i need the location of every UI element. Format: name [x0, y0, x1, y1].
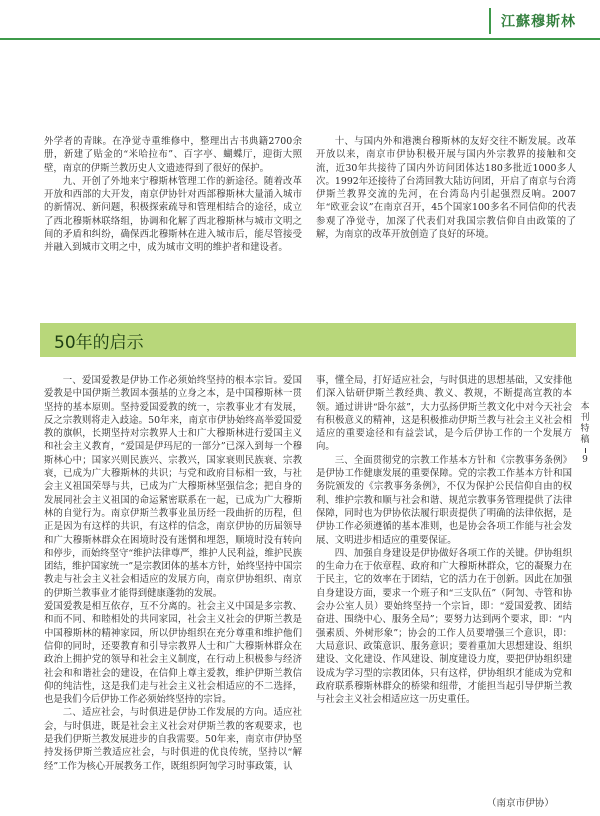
paragraph: 二、适应社会，与时俱进是伊协工作发展的方向。适应社会，与时俱进，既是社会主义社会对伊斯兰教的客观要求，也是我们伊斯兰教发展进步的自我需要。50年来，南京市伊协坚持发扬伊斯兰教适应社会，与时俱进的优良传统，坚持以“解经”工作为核心开展教务工作，既组织阿訇学习时事政策，认	[44, 707, 302, 772]
paragraph: 外学者的青睐。在净觉寺重维修中，整理出古书典籍2700余册，新建了贴金的“米哈拉布”、百字亭、蝴蝶厅，迎街大照壁，南京的伊斯兰教历史人文遗迹得到了很好的保护。	[44, 136, 302, 174]
paragraph: 三、全面贯彻党的宗教工作基本方针和《宗教事务条例》是伊协工作健康发展的重要保障。党的宗教工作基本方针和国务院颁发的《宗教事务条例》，不仅为保护公民信仰自由的权利、维护宗教和顺与社会和谐、规范宗教事务管理提供了法律保障，同时也为伊协依法履行职责提供了明确的法律依据，是伊协工作必须遵循的基本准则，也是协会各项工作能与社会发展、文明进步相适应的重要保证。	[316, 454, 572, 546]
bottom-right-column	[316, 374, 572, 810]
bottom-left-column	[44, 374, 302, 810]
header-rule	[0, 38, 600, 40]
side-label-char: 本	[580, 402, 590, 412]
paragraph: 一、爱国爱教是伊协工作必须始终坚持的根本宗旨。爱国爱教是中国伊斯兰教固本强基的立身之本，是中国穆斯林一贯坚持的基本原则。坚持爱国爱教的统一，宗教事业才有发展，反之宗教则将走入歧途。50年来，南京市伊协始终高举爱国爱教的旗帜，长期坚持对宗教界人士和广大穆斯林进行爱国主义和社会主义教育，“爱国是伊玛尼的一部分”已深入到每一个穆斯林心中；国家兴则民族兴、宗教兴，国家衰则民族衰、宗教衰，已成为广大穆斯林的共识；与党和政府目标相一致，与社会主义祖国荣辱与共，已成为广大穆斯林坚强信念；把自身的发展同社会主义祖国的命运紧密联系在一起，已成为广大穆斯林的自觉行为。南京伊斯兰教事业虽历经一段曲折的历程，但正是因为有这样的共识，有这样的信念，南京伊协的历届领导和广大穆斯林群众在困境时没有迷惘和埋怨，顺境时没有转向和停步，而始终坚守“维护法律尊严，维护人民利益，维护民族团结，维护国家统一”是宗教团体的基本方针，始终坚持中国宗教走与社会主义社会相适应的发展方向，南京伊协组织、南京的伊斯兰教事业才能得到健康蓬勃的发展。	[44, 375, 302, 599]
top-right-column	[316, 135, 576, 241]
side-label-char: 刊	[580, 413, 590, 423]
paragraph: 事，懂全局，打好适应社会，与时俱进的思想基础，又安排他们深入钻研伊斯兰教经典、教义、教规，不断提高宣教的本领。通过讲讲“卧尔兹”，大力弘扬伊斯兰教文化中对今天社会有积极意义的精神，这是积极推动伊斯兰教与社会主义社会相适应的重要途径和有益尝试，是今后伊协工作的一个发展方向。	[316, 375, 572, 453]
side-label-char: 特	[580, 424, 590, 434]
side-label-divider	[585, 448, 586, 453]
side-label-char: 稿	[580, 435, 590, 445]
side-column-label	[578, 402, 592, 466]
page-number: 9	[582, 455, 588, 465]
top-left-column	[44, 135, 302, 255]
masthead-title: 江蘇穆斯林	[489, 8, 586, 34]
article-source: （南京市伊协）	[486, 797, 554, 809]
section-header-band	[40, 323, 576, 357]
paragraph: 爱国爱教是相互依存，互不分离的。社会主义中国是多宗教、和而不同、和睦相处的共同家园，社会主义社会的伊斯兰教是中国穆斯林的精神家园，所以伊协组织在充分尊重和维护他们信仰的同时，还要教育和引导宗教界人士和广大穆斯林群众在政治上拥护党的领导和社会主义制度，在行动上积极参与经济社会和和谐社会的建设，在信仰上尊主爱教，维护伊斯兰教信仰的纯洁性，这是我们走与社会主义社会相适应的不二选择，也是我们今后伊协工作必须始终坚持的宗旨。	[44, 601, 302, 706]
paragraph: 十、与国内外和港澳台穆斯林的友好交往不断发展。改革开放以来，南京市伊协积极开展与国内外宗教界的接触和交流，近30年共接待了国内外访问团体达180多批近1000多人次。1992年还接待了台湾回教大陆访问团，开启了南京与台湾伊斯兰教界交流的先河，在台湾岛内引起强烈反响。2007年“欧亚会议”在南京召开，45个国家100多名不同信仰的代表参观了净觉寺，加深了代表们对我国宗教信仰自由政策的了解，为南京的改革开放创造了良好的环境。	[316, 136, 576, 241]
paragraph: 四、加强自身建设是伊协做好各项工作的关键。伊协组织的生命力在于依章程、政府和广大穆斯林群众，它的凝聚力在于民主，它的效率在于团结，它的活力在于创新。因此在加强自身建设方面，要求一个班子和“三支队伍”（阿訇、寺管和协会办公室人员）要始终坚持一个宗旨，即：“爱国爱教、团结奋进、围绕中心、服务全局”；要努力达到两个要求，即：“内强素质、外树形象”；协会的工作人员要增强三个意识，即：大局意识、政策意识、服务意识；要着重加大思想建设、组织建设、文化建设、作风建设、制度建设力度，要把伊协组织建设成为学习型的宗教团体，只有这样，伊协组织才能成为党和政府联系穆斯林群众的桥梁和纽带，才能担当起引导伊斯兰教与社会主义社会相适应这一历史重任。	[316, 547, 572, 706]
section-title: 50年的启示	[54, 333, 144, 353]
paragraph: 九、开创了外地来宁穆斯林管理工作的新途径。随着改革开放和西部的大开发，南京伊协针对西部穆斯林大量涌入城市的新情况、新问题，积极探索疏导和管理相结合的途径，成立了西北穆斯林联络组，协调和化解了西北穆斯林与城市文明之间的矛盾和纠纷，确保西北穆斯林在进入城市后，能尽管接受并融入到城市文明之中，成为城市文明的维护者和建设者。	[44, 175, 302, 254]
